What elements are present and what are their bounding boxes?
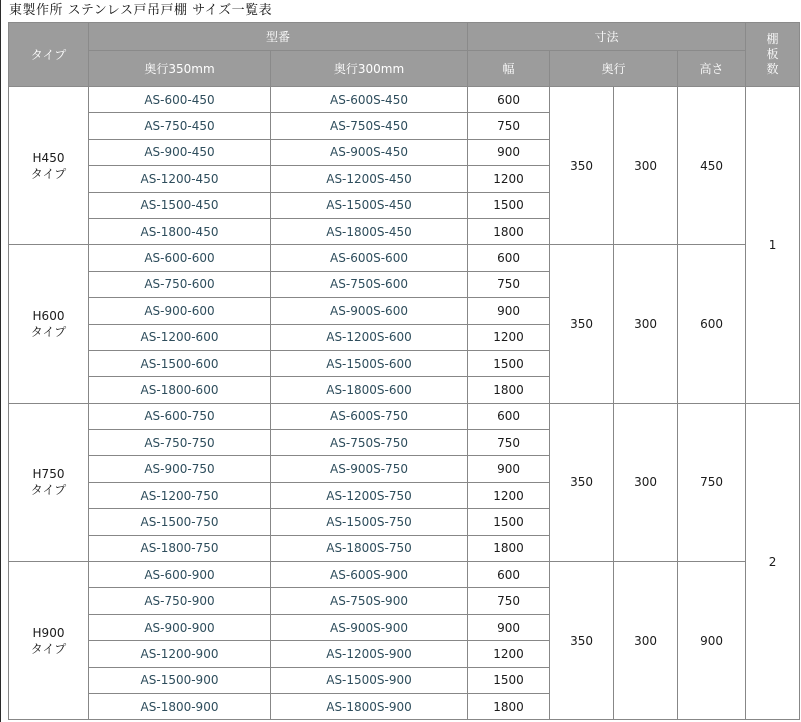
model-300-cell: AS-900S-450	[271, 139, 468, 165]
table-row	[9, 87, 800, 113]
header-depth: 奥行	[550, 51, 678, 87]
page-title: 東製作所 ステンレス戸吊戸棚 サイズ一覧表	[9, 3, 273, 18]
model-300-cell: AS-1800S-450	[271, 218, 468, 244]
shelf-count-cell: 2	[746, 403, 800, 720]
header-model-depth-350: 奥行350mm	[89, 51, 271, 87]
model-300-cell: AS-1500S-750	[271, 509, 468, 535]
header-row-1	[9, 23, 800, 51]
type-cell	[9, 245, 89, 403]
width-cell: 1500	[468, 192, 550, 218]
model-350-cell: AS-1500-450	[89, 192, 271, 218]
page	[1, 0, 801, 720]
type-cell	[9, 403, 89, 561]
header-row-2	[9, 51, 800, 87]
model-350-cell: AS-1200-750	[89, 482, 271, 508]
depth-300-cell: 300	[614, 87, 678, 245]
model-300-cell: AS-1500S-900	[271, 667, 468, 693]
model-350-cell: AS-1800-750	[89, 535, 271, 561]
width-cell: 1200	[468, 482, 550, 508]
model-350-cell: AS-1800-600	[89, 377, 271, 403]
depth-300-cell: 300	[614, 245, 678, 403]
type-cell	[9, 562, 89, 720]
height-cell: 900	[678, 562, 746, 720]
model-350-cell: AS-1200-450	[89, 166, 271, 192]
header-model: 型番	[89, 23, 468, 51]
width-cell: 1800	[468, 535, 550, 561]
width-cell: 1200	[468, 324, 550, 350]
model-300-cell: AS-900S-900	[271, 614, 468, 640]
width-cell: 900	[468, 614, 550, 640]
model-300-cell: AS-900S-600	[271, 298, 468, 324]
height-cell: 450	[678, 87, 746, 245]
shelf-count-cell: 1	[746, 87, 800, 404]
model-350-cell: AS-1500-900	[89, 667, 271, 693]
depth-300-cell: 300	[614, 403, 678, 561]
type-label-line1: H750	[32, 467, 65, 482]
width-cell: 1200	[468, 166, 550, 192]
model-300-cell: AS-1200S-750	[271, 482, 468, 508]
model-350-cell: AS-750-900	[89, 588, 271, 614]
model-350-cell: AS-600-600	[89, 245, 271, 271]
depth-350-cell: 350	[550, 403, 614, 561]
depth-300-cell: 300	[614, 562, 678, 720]
model-350-cell: AS-900-750	[89, 456, 271, 482]
size-table	[8, 22, 800, 720]
width-cell: 1800	[468, 218, 550, 244]
model-300-cell: AS-600S-750	[271, 403, 468, 429]
model-300-cell: AS-750S-600	[271, 271, 468, 297]
model-350-cell: AS-750-450	[89, 113, 271, 139]
width-cell: 1800	[468, 693, 550, 719]
height-cell: 600	[678, 245, 746, 403]
model-350-cell: AS-1800-450	[89, 218, 271, 244]
header-type: タイプ	[9, 23, 89, 87]
model-300-cell: AS-900S-750	[271, 456, 468, 482]
width-cell: 900	[468, 139, 550, 165]
table-header	[9, 23, 800, 87]
width-cell: 750	[468, 113, 550, 139]
type-label-line1: H900	[32, 625, 65, 640]
model-350-cell: AS-900-900	[89, 614, 271, 640]
model-350-cell: AS-750-600	[89, 271, 271, 297]
model-350-cell: AS-900-450	[89, 139, 271, 165]
width-cell: 1500	[468, 667, 550, 693]
type-label-line2: タイプ	[30, 166, 67, 181]
model-300-cell: AS-1200S-900	[271, 641, 468, 667]
width-cell: 600	[468, 562, 550, 588]
depth-350-cell: 350	[550, 87, 614, 245]
type-label-line1: H450	[32, 150, 65, 165]
model-300-cell: AS-1800S-750	[271, 535, 468, 561]
model-300-cell: AS-1500S-600	[271, 350, 468, 376]
model-300-cell: AS-1800S-600	[271, 377, 468, 403]
header-dims: 寸法	[468, 23, 746, 51]
model-300-cell: AS-750S-450	[271, 113, 468, 139]
depth-350-cell: 350	[550, 245, 614, 403]
type-label-line2: タイプ	[30, 483, 67, 498]
type-label-line2: タイプ	[30, 325, 67, 340]
model-350-cell: AS-1500-600	[89, 350, 271, 376]
header-height: 高さ	[678, 51, 746, 87]
width-cell: 1800	[468, 377, 550, 403]
model-350-cell: AS-1500-750	[89, 509, 271, 535]
model-300-cell: AS-1500S-450	[271, 192, 468, 218]
header-shelf-count	[746, 23, 800, 87]
width-cell: 600	[468, 87, 550, 113]
type-label-line2: タイプ	[30, 641, 67, 656]
model-300-cell: AS-1800S-900	[271, 693, 468, 719]
depth-350-cell: 350	[550, 562, 614, 720]
header-model-depth-300: 奥行300mm	[271, 51, 468, 87]
width-cell: 750	[468, 430, 550, 456]
table-row	[9, 562, 800, 588]
type-label-line1: H600	[32, 309, 65, 324]
model-350-cell: AS-600-750	[89, 403, 271, 429]
model-350-cell: AS-1800-900	[89, 693, 271, 719]
width-cell: 900	[468, 456, 550, 482]
model-300-cell: AS-1200S-600	[271, 324, 468, 350]
model-350-cell: AS-600-900	[89, 562, 271, 588]
width-cell: 600	[468, 245, 550, 271]
model-300-cell: AS-1200S-450	[271, 166, 468, 192]
model-350-cell: AS-750-750	[89, 430, 271, 456]
header-width: 幅	[468, 51, 550, 87]
header-shelf-char: 棚	[766, 32, 779, 46]
width-cell: 1500	[468, 350, 550, 376]
model-300-cell: AS-750S-900	[271, 588, 468, 614]
header-shelf-char: 板	[766, 47, 779, 61]
model-350-cell: AS-1200-900	[89, 641, 271, 667]
width-cell: 900	[468, 298, 550, 324]
width-cell: 750	[468, 271, 550, 297]
width-cell: 1200	[468, 641, 550, 667]
model-300-cell: AS-600S-900	[271, 562, 468, 588]
model-300-cell: AS-600S-600	[271, 245, 468, 271]
width-cell: 600	[468, 403, 550, 429]
table-row	[9, 245, 800, 271]
model-350-cell: AS-1200-600	[89, 324, 271, 350]
width-cell: 750	[468, 588, 550, 614]
width-cell: 1500	[468, 509, 550, 535]
table-body	[9, 87, 800, 720]
model-300-cell: AS-750S-750	[271, 430, 468, 456]
model-350-cell: AS-900-600	[89, 298, 271, 324]
table-row	[9, 403, 800, 429]
header-shelf-char: 数	[766, 62, 779, 76]
height-cell: 750	[678, 403, 746, 561]
model-350-cell: AS-600-450	[89, 87, 271, 113]
model-300-cell: AS-600S-450	[271, 87, 468, 113]
type-cell	[9, 87, 89, 245]
